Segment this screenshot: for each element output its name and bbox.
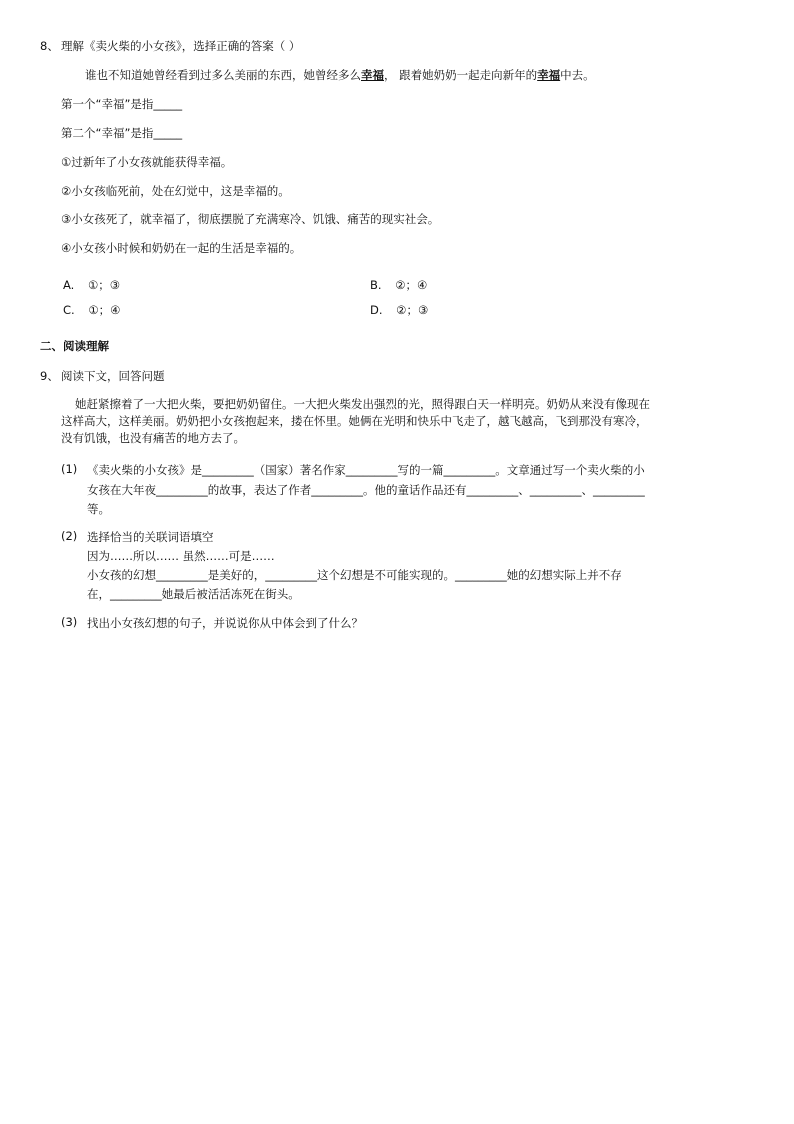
sub-question-2-line-3: 小女孩的幻想_________是美好的，_________这个幻想是不可能实现的。_________她的幻想实际上并不存 <box>87 568 622 582</box>
sub-question-2-line-2: 因为……所以…… 虽然……可是…… <box>87 549 275 563</box>
option-b-letter: B. <box>370 278 382 292</box>
question-8-line-2: 第二个“幸福”是指_____ <box>61 126 183 140</box>
question-8-stem: 理解《卖火柴的小女孩》，选择正确的答案（ ） <box>61 39 301 53</box>
sub-question-2-number: (2) <box>61 529 78 543</box>
sub-question-1-line-1: 《卖火柴的小女孩》是_________（国家）著名作家_________写的一篇_________。文章通过写一个卖火柴的小 <box>87 463 645 477</box>
passage-line-2: 这样高大，这样美丽。奶奶把小女孩抱起来，搂在怀里。她俩在光明和快乐中飞走了，越飞越高，飞到那没有寒冷， <box>61 414 648 428</box>
section-title: 二、阅读理解 <box>40 339 109 353</box>
sub-question-2-line-4: 在，_________她最后被活活冻死在街头。 <box>87 587 300 601</box>
statement-4: ④小女孩小时候和奶奶在一起的生活是幸福的。 <box>61 241 302 255</box>
option-b-text: ②；④ <box>395 278 428 292</box>
underlined-word-happiness-2: 幸福 <box>537 68 561 82</box>
sub-question-1-line-2: 女孩在大年夜_________的故事，表达了作者_________。他的童话作品还有_________、_________、_________ <box>87 483 645 497</box>
passage-line-1: 她赶紧擦着了一大把火柴，要把奶奶留住。一大把火柴发出强烈的光，照得跟白天一样明亮。奶奶从来没有像现在 <box>75 397 650 411</box>
question-9-stem: 阅读下文，回答问题 <box>61 369 165 383</box>
sub-question-3-number: (3) <box>61 615 78 629</box>
passage-line-3: 没有饥饿，也没有痛苦的地方去了。 <box>61 431 245 445</box>
option-a-letter: A. <box>63 278 75 292</box>
option-d-letter: D. <box>370 303 383 317</box>
option-a[interactable] <box>63 277 120 293</box>
sub-question-2-line-1: 选择恰当的关联词语填空 <box>87 530 214 544</box>
passage-text-1: 谁也不知道她曾经看到过多么美丽的东西，她曾经多么 <box>85 68 361 82</box>
statement-3: ③小女孩死了，就幸福了，彻底摆脱了充满寒冷、饥饿、痛苦的现实社会。 <box>61 212 440 226</box>
underlined-word-happiness-1: 幸福 <box>361 68 384 82</box>
sub-question-1-line-3: 等。 <box>87 502 110 516</box>
statement-1: ①过新年了小女孩就能获得幸福。 <box>61 155 233 169</box>
passage-text-2: ， 跟着她奶奶一起走向新年的 <box>384 68 538 82</box>
option-c[interactable] <box>63 302 120 318</box>
question-8-number: 8、 <box>40 39 59 53</box>
option-c-text: ①；④ <box>88 303 121 317</box>
option-d[interactable] <box>370 302 428 318</box>
question-8-passage <box>85 67 595 83</box>
option-d-text: ②；③ <box>396 303 429 317</box>
question-8-line-1: 第一个“幸福”是指_____ <box>61 97 183 111</box>
sub-question-3-text: 找出小女孩幻想的句子，并说说你从中体会到了什么？ <box>87 616 363 630</box>
sub-question-1-number: (1) <box>61 462 78 476</box>
statement-2: ②小女孩临死前，处在幻觉中，这是幸福的。 <box>61 184 290 198</box>
passage-text-3: 中去。 <box>560 68 595 82</box>
question-9-number: 9、 <box>40 369 59 383</box>
option-a-text: ①；③ <box>87 278 121 292</box>
option-b[interactable] <box>370 277 427 293</box>
option-c-letter: C. <box>63 303 75 317</box>
